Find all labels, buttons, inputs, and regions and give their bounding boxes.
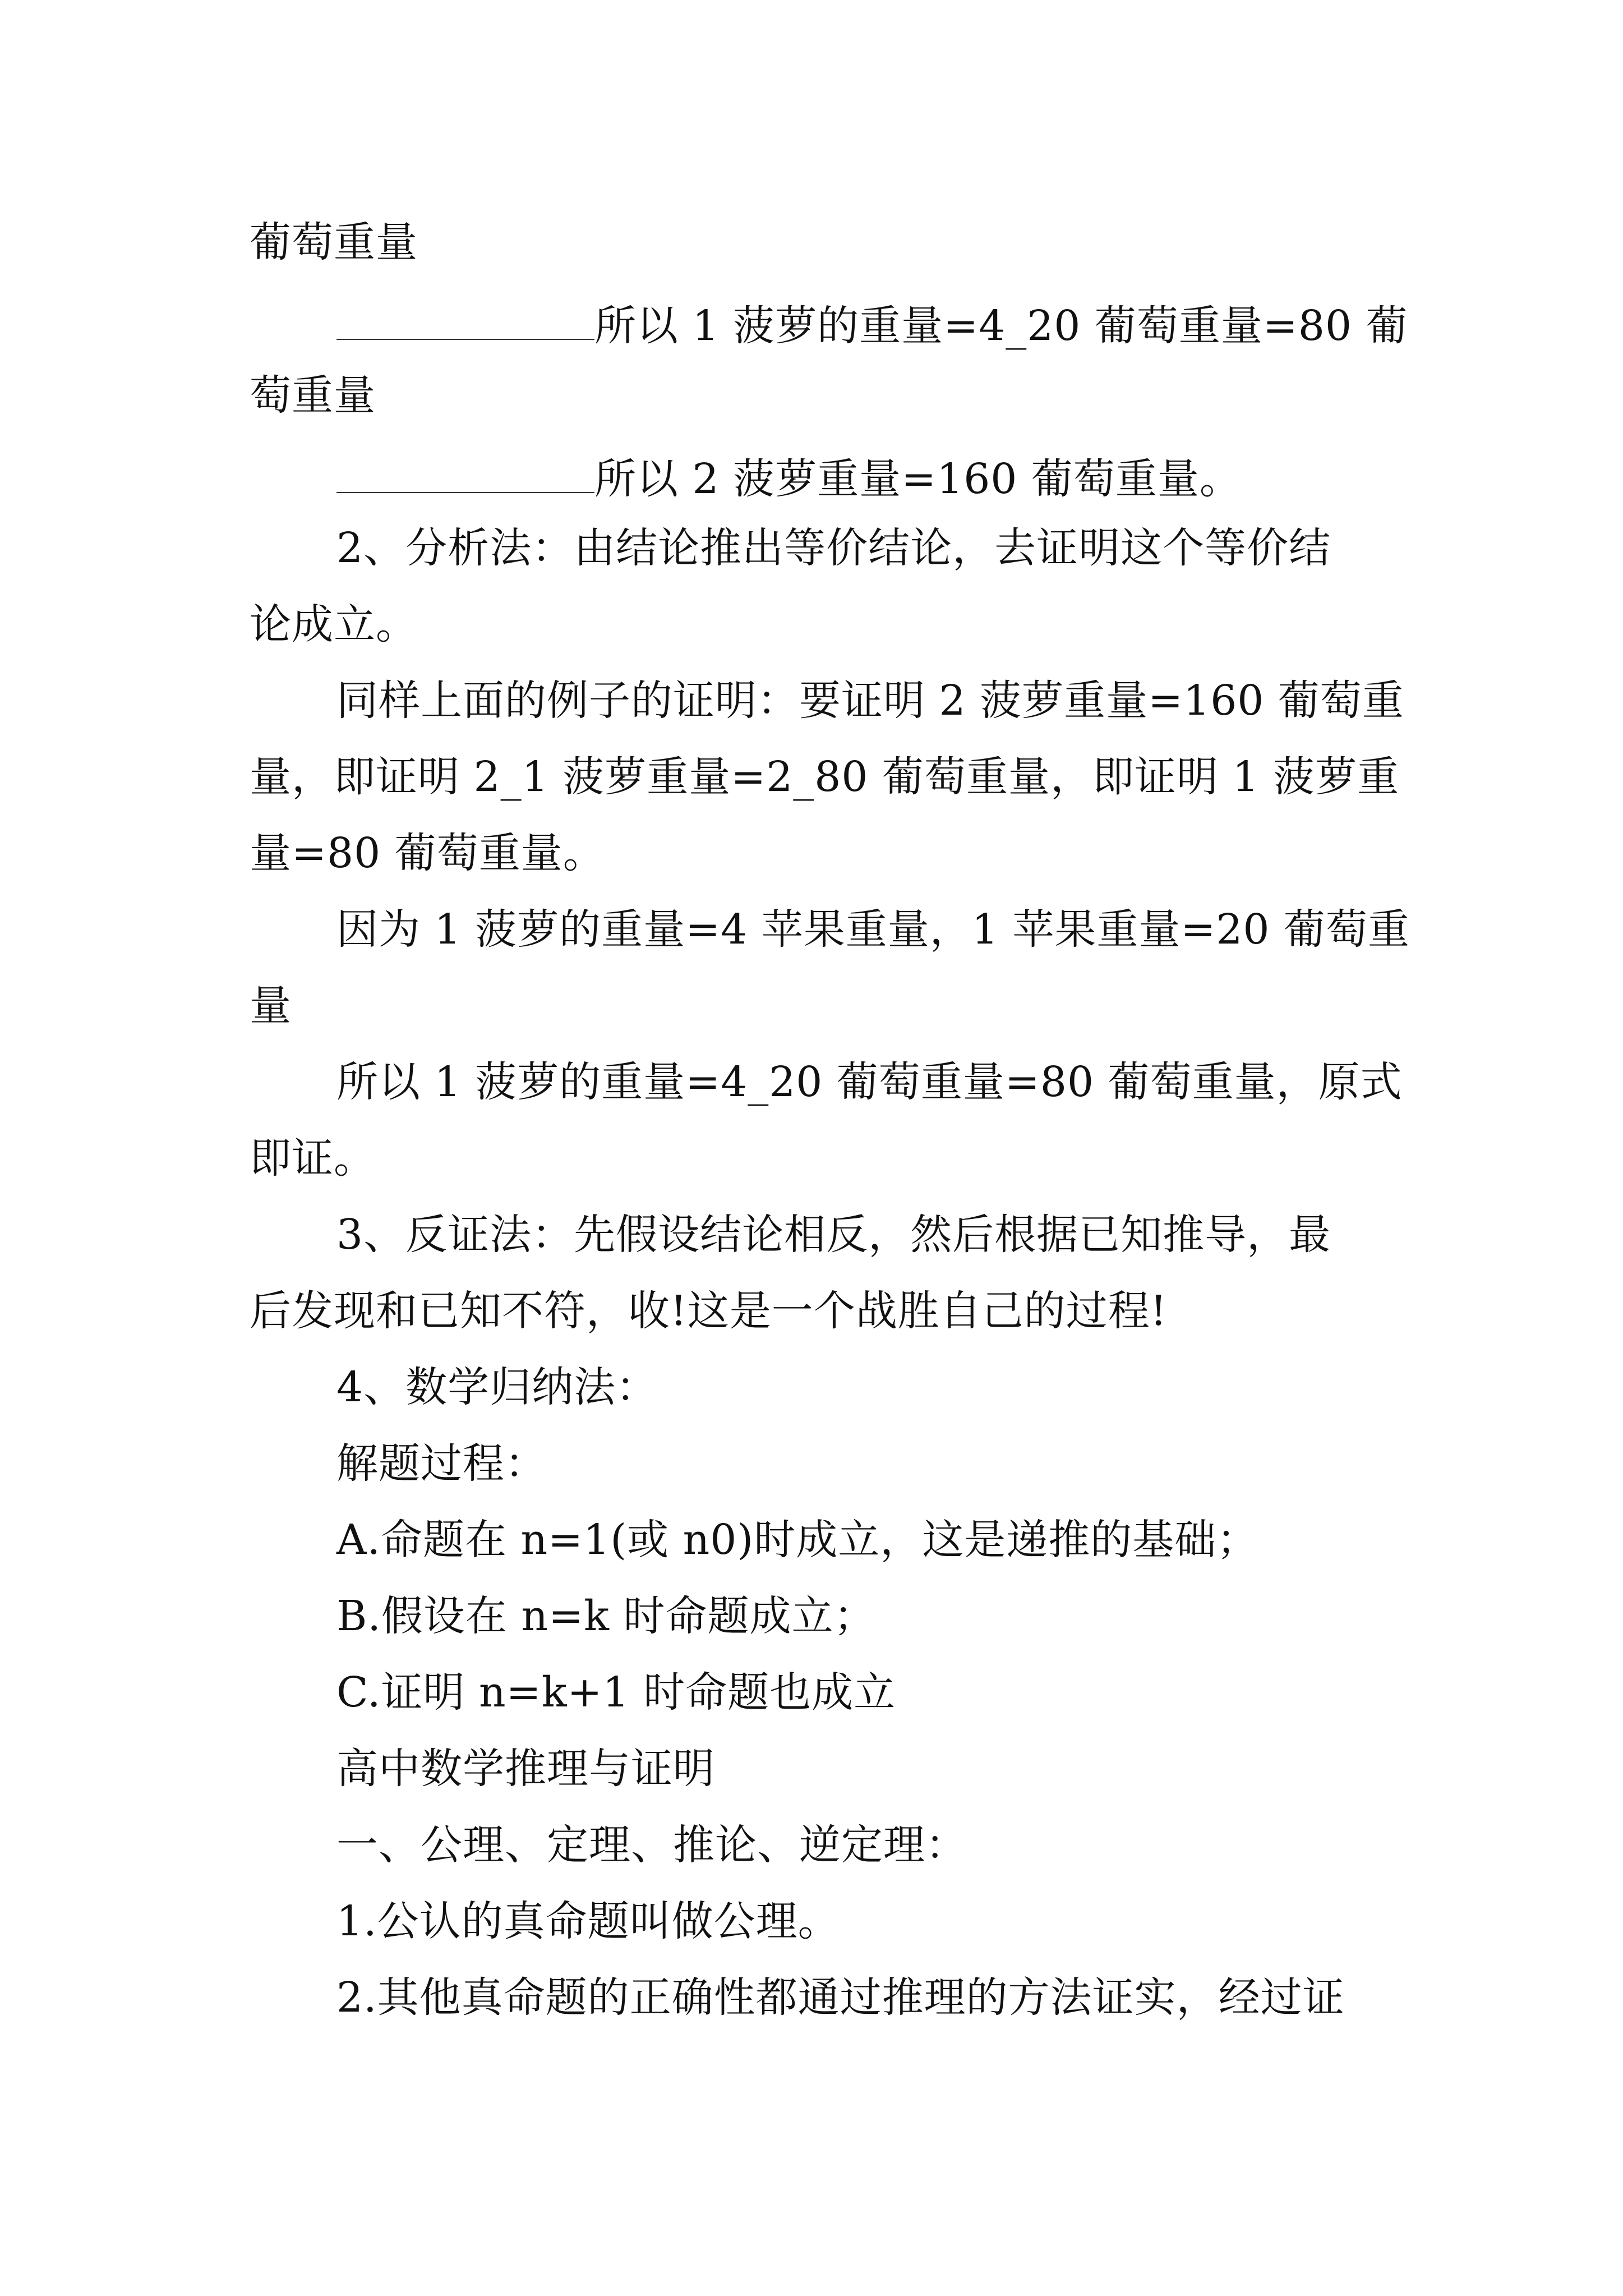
- text-line: 葡萄重量: [250, 218, 418, 266]
- text-line: 后发现和已知不符，收!这是一个战胜自己的过程!: [250, 1287, 1168, 1335]
- text-line-content: 所以 1 菠萝的重量=4_20 葡萄重量=80 葡: [594, 302, 1408, 350]
- text-line: 所以 1 菠萝的重量=4_20 葡萄重量=80 葡萄重量，原式: [336, 1058, 1403, 1106]
- text-line: 量=80 葡萄重量。: [250, 829, 605, 877]
- text-line: 论成立。: [250, 600, 418, 648]
- text-line: C.证明 n=k+1 时命题也成立: [336, 1668, 896, 1717]
- text-line: 2、分析法：由结论推出等价结论，去证明这个等价结: [336, 524, 1331, 572]
- text-line: [336, 452, 1242, 503]
- text-line: 2.其他真命题的正确性都通过推理的方法证实，经过证: [336, 1973, 1345, 2022]
- text-line: 4、数学归纳法：: [336, 1363, 658, 1411]
- text-line: 萄重量: [250, 371, 376, 420]
- text-line: A.命题在 n=1(或 n0)时成立，这是递推的基础；: [336, 1516, 1259, 1564]
- text-line: 1.公认的真命题叫做公理。: [336, 1897, 840, 1945]
- text-line: 一、公理、定理、推论、逆定理：: [336, 1821, 967, 1869]
- answer-blank: [336, 452, 594, 493]
- text-line-content: 所以 2 菠萝重量=160 葡萄重量。: [594, 455, 1242, 503]
- text-line: 解题过程：: [336, 1439, 547, 1488]
- text-line: 因为 1 菠萝的重量=4 苹果重量，1 苹果重量=20 葡萄重: [336, 905, 1410, 954]
- text-line: 3、反证法：先假设结论相反，然后根据已知推导，最: [336, 1211, 1331, 1259]
- text-line: 即证。: [250, 1134, 376, 1182]
- answer-blank: [336, 298, 594, 340]
- text-line: 量: [250, 982, 292, 1030]
- section-heading: 高中数学推理与证明: [336, 1745, 715, 1793]
- text-line: 同样上面的例子的证明：要证明 2 菠萝重量=160 葡萄重: [336, 677, 1404, 725]
- text-line: B.假设在 n=k 时命题成立；: [336, 1592, 876, 1640]
- text-line: 量，即证明 2_1 菠萝重量=2_80 葡萄重量，即证明 1 菠萝重: [250, 753, 1400, 801]
- text-line: [336, 298, 1408, 350]
